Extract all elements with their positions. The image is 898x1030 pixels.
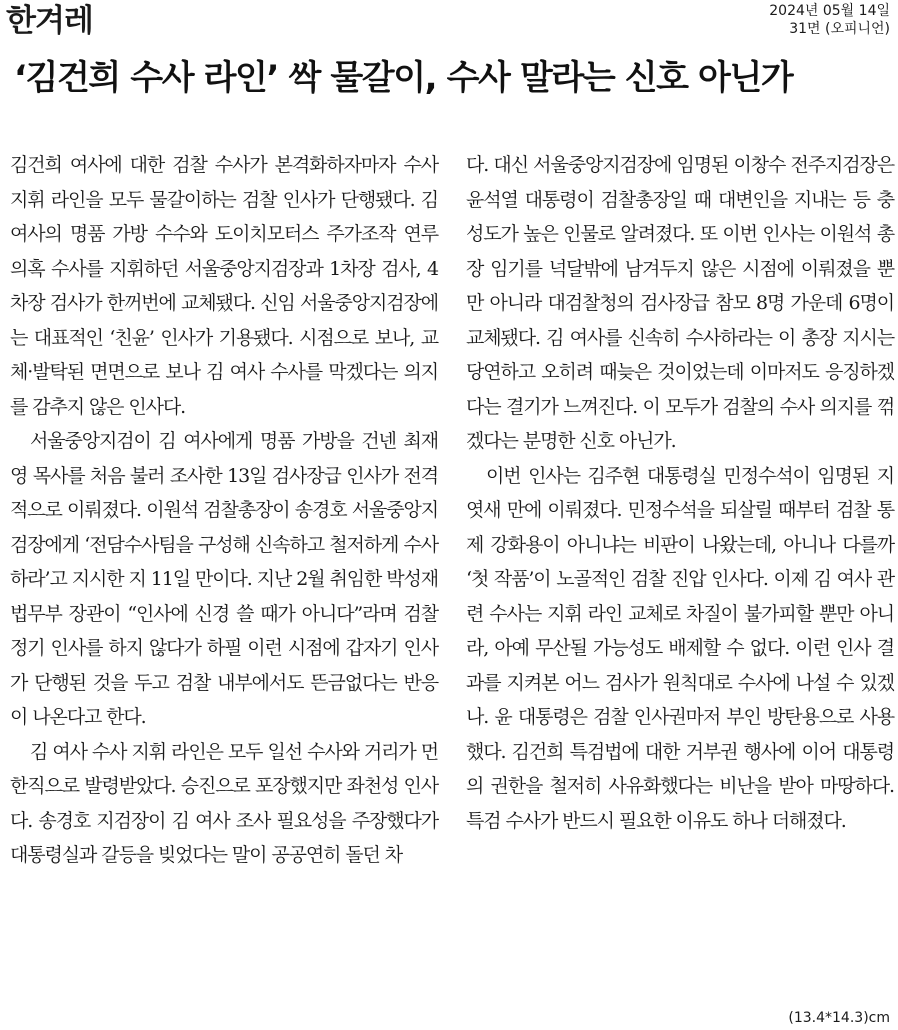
article-headline: ‘김건희 수사 라인’ 싹 물갈이, 수사 말라는 신호 아닌가 <box>14 58 793 98</box>
paragraph: 서울중앙지검이 김 여사에게 명품 가방을 건넨 최재영 목사를 처음 불러 조사한 13일 검사장급 인사가 전격적으로 이뤄졌다. 이원석 검찰총장이 송경호 서울중앙지검장에게 ‘전담수사팀을 구성해 신속하고 철저하게 수사하라’고 지시한 지 11일 만이다. 지난 2월 취임한 박성재 법무부 장관이 “인사에 신경 쓸 때가 아니다”라며 검찰 정기 인사를 하지 않다가 하필 이런 시점에 갑자기 인사가 단행된 것을 두고 검찰 내부에서도 뜬금없다는 반응이 나온다고 한다. <box>10 430 438 728</box>
article-column-right <box>466 148 894 838</box>
paragraph: 다. 대신 서울중앙지검장에 임명된 이창수 전주지검장은 윤석열 대통령이 검찰총장일 때 대변인을 지내는 등 충성도가 높은 인물로 알려졌다. 또 이번 인사는 이원석 총장 임기를 넉달밖에 남겨두지 않은 시점에 이뤄졌을 뿐만 아니라 대검찰청의 검사장급 참모 8명 가운데 6명이 교체됐다. 김 여사를 신속히 수사하라는 이 총장 지시는 당연하고 오히려 때늦은 것이었는데 이마저도 응징하겠다는 결기가 느껴진다. 이 모두가 검찰의 수사 의지를 꺾겠다는 분명한 신호 아닌가. <box>466 154 894 452</box>
clipping-size-note: (13.4*14.3)cm <box>788 1010 890 1026</box>
newspaper-logo: 한겨레 <box>6 3 93 39</box>
article-column-left <box>10 148 438 873</box>
paragraph: 김건희 여사에 대한 검찰 수사가 본격화하자마자 수사 지휘 라인을 모두 물갈이하는 검찰 인사가 단행됐다. 김 여사의 명품 가방 수수와 도이치모터스 주가조작 연루 의혹 수사를 지휘하던 서울중앙지검장과 1차장 검사, 4차장 검사가 한꺼번에 교체됐다. 신임 서울중앙지검장에는 대표적인 ‘친윤’ 인사가 기용됐다. 시점으로 보나, 교체·발탁된 면면으로 보나 김 여사 수사를 막겠다는 의지를 감추지 않은 인사다. <box>10 154 438 418</box>
paragraph: 이번 인사는 김주현 대통령실 민정수석이 임명된 지 엿새 만에 이뤄졌다. 민정수석을 되살릴 때부터 검찰 통제 강화용이 아니냐는 비판이 나왔는데, 아니나 다를까 ‘첫 작품’이 노골적인 검찰 진압 인사다. 이제 김 여사 관련 수사는 지휘 라인 교체로 차질이 불가피할 뿐만 아니라, 아예 무산될 가능성도 배제할 수 없다. 이런 인사 결과를 지켜본 어느 검사가 원칙대로 수사에 나설 수 있겠나. 윤 대통령은 검찰 인사권마저 부인 방탄용으로 사용했다. 김건희 특검법에 대한 거부권 행사에 이어 대통령의 권한을 철저히 사유화했다는 비난을 받아 마땅하다. 특검 수사가 반드시 필요한 이유도 하나 더해졌다. <box>466 464 894 832</box>
article-meta <box>769 2 890 38</box>
publication-date: 2024년 05월 14일 <box>769 3 890 19</box>
page-section: 31면 (오피니언) <box>789 21 890 37</box>
paragraph: 김 여사 수사 지휘 라인은 모두 일선 수사와 거리가 먼 한직으로 발령받았다. 승진으로 포장했지만 좌천성 인사다. 송경호 지검장이 김 여사 조사 필요성을 주장했다가 대통령실과 갈등을 빚었다는 말이 공공연히 돌던 차 <box>10 740 438 866</box>
